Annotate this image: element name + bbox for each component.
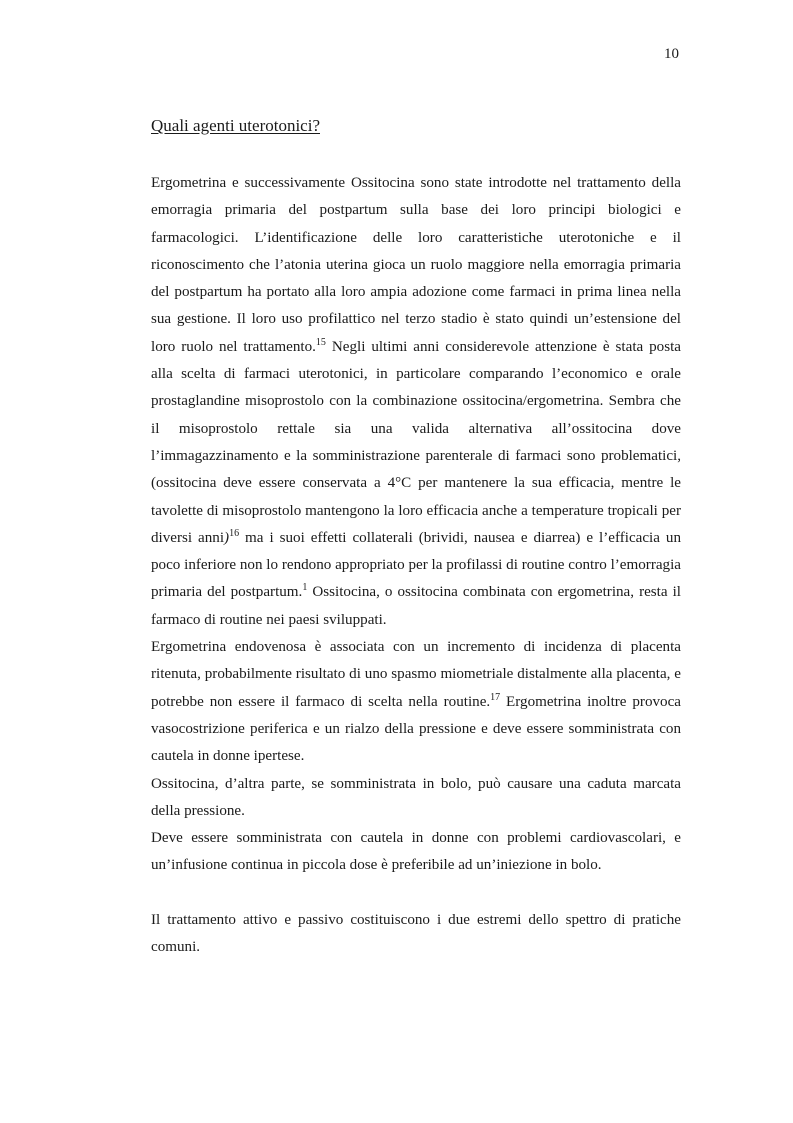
- paragraph-text: Negli ultimi anni considerevole attenzione è stata posta alla scelta di farmaci uterotonici, in particolare comparando l’economico e orale prostaglandine misoprostolo con la combinazione ossitocina/ergometrina. Sembra che il misoprostolo rettale sia una valida alternativa all’ossitocina dove l’immagazzinamento e la somministrazione parenterale di farmaci sono problematici, (ossitocina deve essere conservata a 4°C per mantenere la sua efficacia, mentre le tavolette di misoprostolo mantengono la loro efficacia anche a temperature tropicali per diversi anni: [151, 338, 681, 546]
- body-text: [151, 170, 681, 962]
- paragraph-cardiovascular-caution: Deve essere somministrata con cautela in donne con problemi cardiovascolari, e un’infusione continua in piccola dose è preferibile ad un’iniezione in bolo.: [151, 830, 681, 874]
- paragraph-text: Ergometrina inoltre provoca vasocostrizione periferica e un rialzo della pressione e deve essere somministrata con cautela in donne ipertese.: [151, 693, 681, 765]
- paragraph-text: Ergometrina e successivamente Ossitocina sono state introdotte nel trattamento della emorragia primaria del postpartum sulla base dei loro principi biologici e farmacologici. L’identificazione delle loro caratteristiche uterotoniche e il riconoscimento che l’atonia uterina gioca un ruolo maggiore nella emorragia primaria del postpartum ha portato alla loro ampia adozione come farmaci in prima linea nella sua gestione. Il loro uso profilattico nel terzo stadio è stato quindi un’estensione del loro ruolo nel trattamento.: [151, 175, 681, 355]
- paragraph-text: Ergometrina endovenosa è associata con un incremento di incidenza di placenta ritenuta, probabilmente risultato di uno spasmo miometriale distalmente alla placenta, e potrebbe non essere il farmaco di scelta nella routine.: [151, 639, 681, 710]
- section-heading: Quali agenti uterotonici?: [151, 116, 320, 135]
- closing-parenthesis: ): [224, 529, 230, 546]
- paragraph-ergometrine: [151, 634, 681, 770]
- reference-superscript: 17: [490, 691, 501, 703]
- paragraph-active-passive: Il trattamento attivo e passivo costituiscono i due estremi dello spettro di pratiche comuni.: [151, 912, 681, 956]
- reference-superscript: 15: [315, 336, 326, 348]
- paragraph-uterotonics-history: [151, 170, 681, 634]
- reference-superscript: 16: [229, 527, 240, 539]
- paragraph-text: ma i suoi effetti collaterali (brividi, nausea e diarrea) e l’efficacia un poco inferiore non lo rendono appropriato per la profilassi di routine contro l’emorragia primaria del postpartum.: [151, 529, 681, 601]
- paragraph-oxytocin-bolus: Ossitocina, d’altra parte, se somministrata in bolo, può causare una caduta marcata della pressione.: [151, 775, 681, 819]
- page-number: 10: [664, 46, 679, 62]
- reference-superscript: 1: [302, 582, 308, 594]
- paragraph-text: Ossitocina, o ossitocina combinata con ergometrina, resta il farmaco di routine nei paesi sviluppati.: [151, 584, 681, 628]
